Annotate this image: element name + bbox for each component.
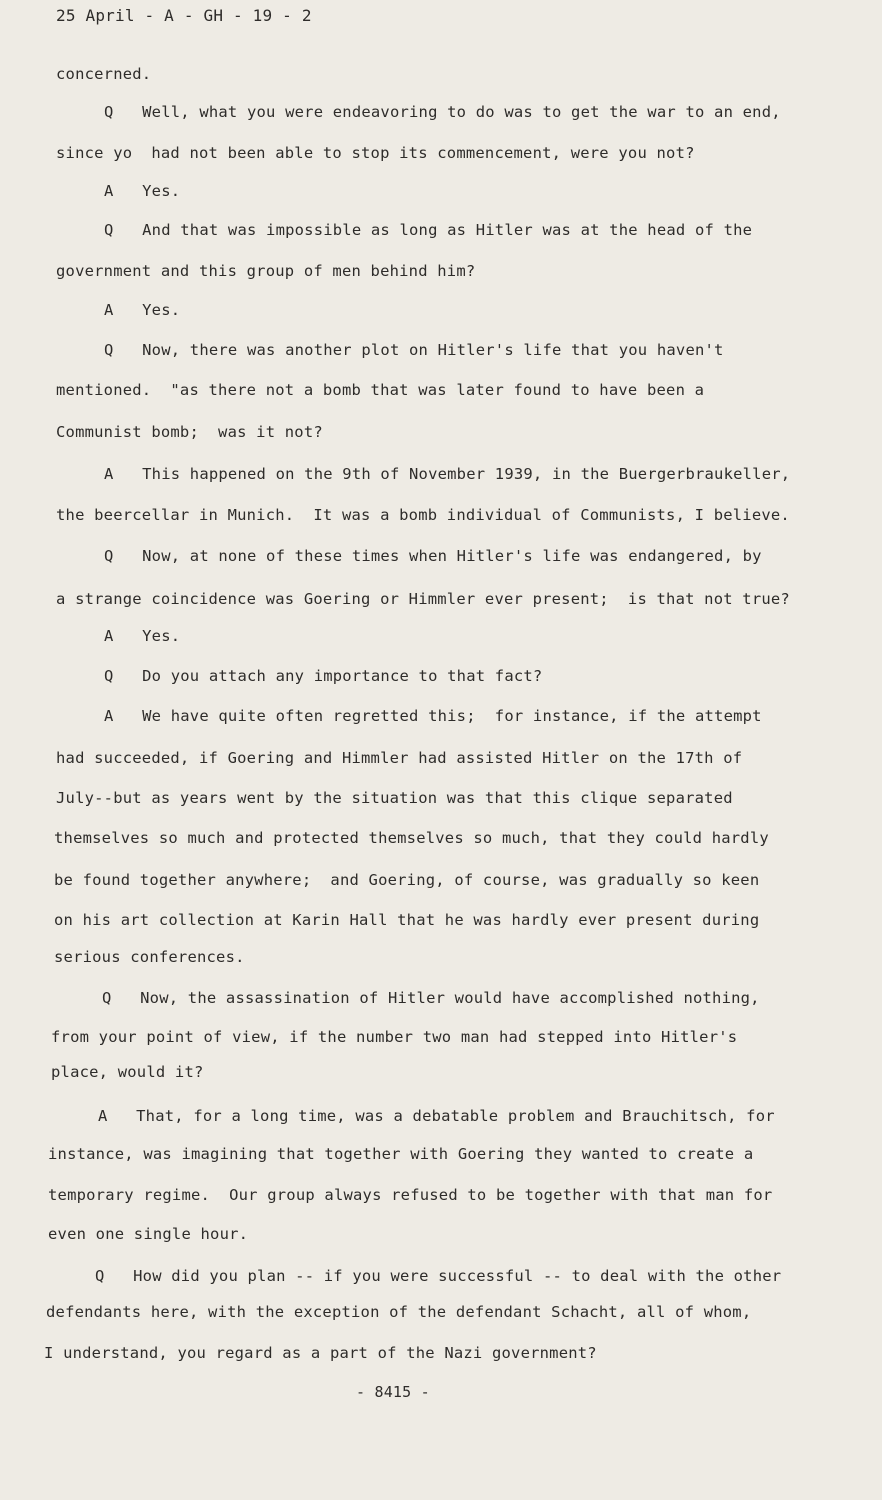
text-line: temporary regime. Our group always refused to be together with that man for — [48, 1186, 773, 1204]
text-line: from your point of view, if the number two man had stepped into Hitler's — [51, 1028, 738, 1046]
text-line: since yo had not been able to stop its commencement, were you not? — [56, 144, 695, 162]
text-line: the beercellar in Munich. It was a bomb individual of Communists, I believe. — [56, 506, 790, 524]
text-line: A We have quite often regretted this; for instance, if the attempt — [104, 707, 762, 725]
text-line: on his art collection at Karin Hall that he was hardly ever present during — [54, 911, 760, 929]
text-line: Q How did you plan -- if you were successful -- to deal with the other — [95, 1267, 782, 1285]
text-line: Q Now, at none of these times when Hitler's life was endangered, by — [104, 547, 762, 565]
text-line: mentioned. "as there not a bomb that was later found to have been a — [56, 381, 705, 399]
page-header: 25 April - A - GH - 19 - 2 — [56, 6, 312, 25]
text-line: instance, was imagining that together with Goering they wanted to create a — [48, 1145, 754, 1163]
text-line: A That, for a long time, was a debatable problem and Brauchitsch, for — [98, 1107, 775, 1125]
text-line: Q Do you attach any importance to that fact? — [104, 667, 543, 685]
text-line: government and this group of men behind him? — [56, 262, 476, 280]
text-line: A Yes. — [104, 182, 181, 200]
text-line: A Yes. — [104, 301, 181, 319]
text-line: had succeeded, if Goering and Himmler had assisted Hitler on the 17th of — [56, 749, 743, 767]
text-line: July--but as years went by the situation was that this clique separated — [56, 789, 733, 807]
text-line: a strange coincidence was Goering or Himmler ever present; is that not true? — [56, 590, 790, 608]
text-line: Communist bomb; was it not? — [56, 423, 323, 441]
page-number: - 8415 - — [356, 1383, 430, 1401]
text-line: serious conferences. — [54, 948, 245, 966]
text-line: Q Now, there was another plot on Hitler's life that you haven't — [104, 341, 724, 359]
text-line: even one single hour. — [48, 1225, 249, 1243]
text-line: Q Now, the assassination of Hitler would have accomplished nothing, — [102, 989, 760, 1007]
text-line: concerned. — [56, 65, 152, 83]
text-line: themselves so much and protected themselves so much, that they could hardly — [54, 829, 769, 847]
text-line: Q Well, what you were endeavoring to do was to get the war to an end, — [104, 103, 781, 121]
text-line: be found together anywhere; and Goering, of course, was gradually so keen — [54, 871, 760, 889]
text-line: defendants here, with the exception of the defendant Schacht, all of whom, — [46, 1303, 752, 1321]
text-line: A Yes. — [104, 627, 181, 645]
text-line: place, would it? — [51, 1063, 204, 1081]
text-line: A This happened on the 9th of November 1939, in the Buergerbraukeller, — [104, 465, 791, 483]
text-line: Q And that was impossible as long as Hitler was at the head of the — [104, 221, 753, 239]
text-line: I understand, you regard as a part of the Nazi government? — [44, 1344, 597, 1362]
